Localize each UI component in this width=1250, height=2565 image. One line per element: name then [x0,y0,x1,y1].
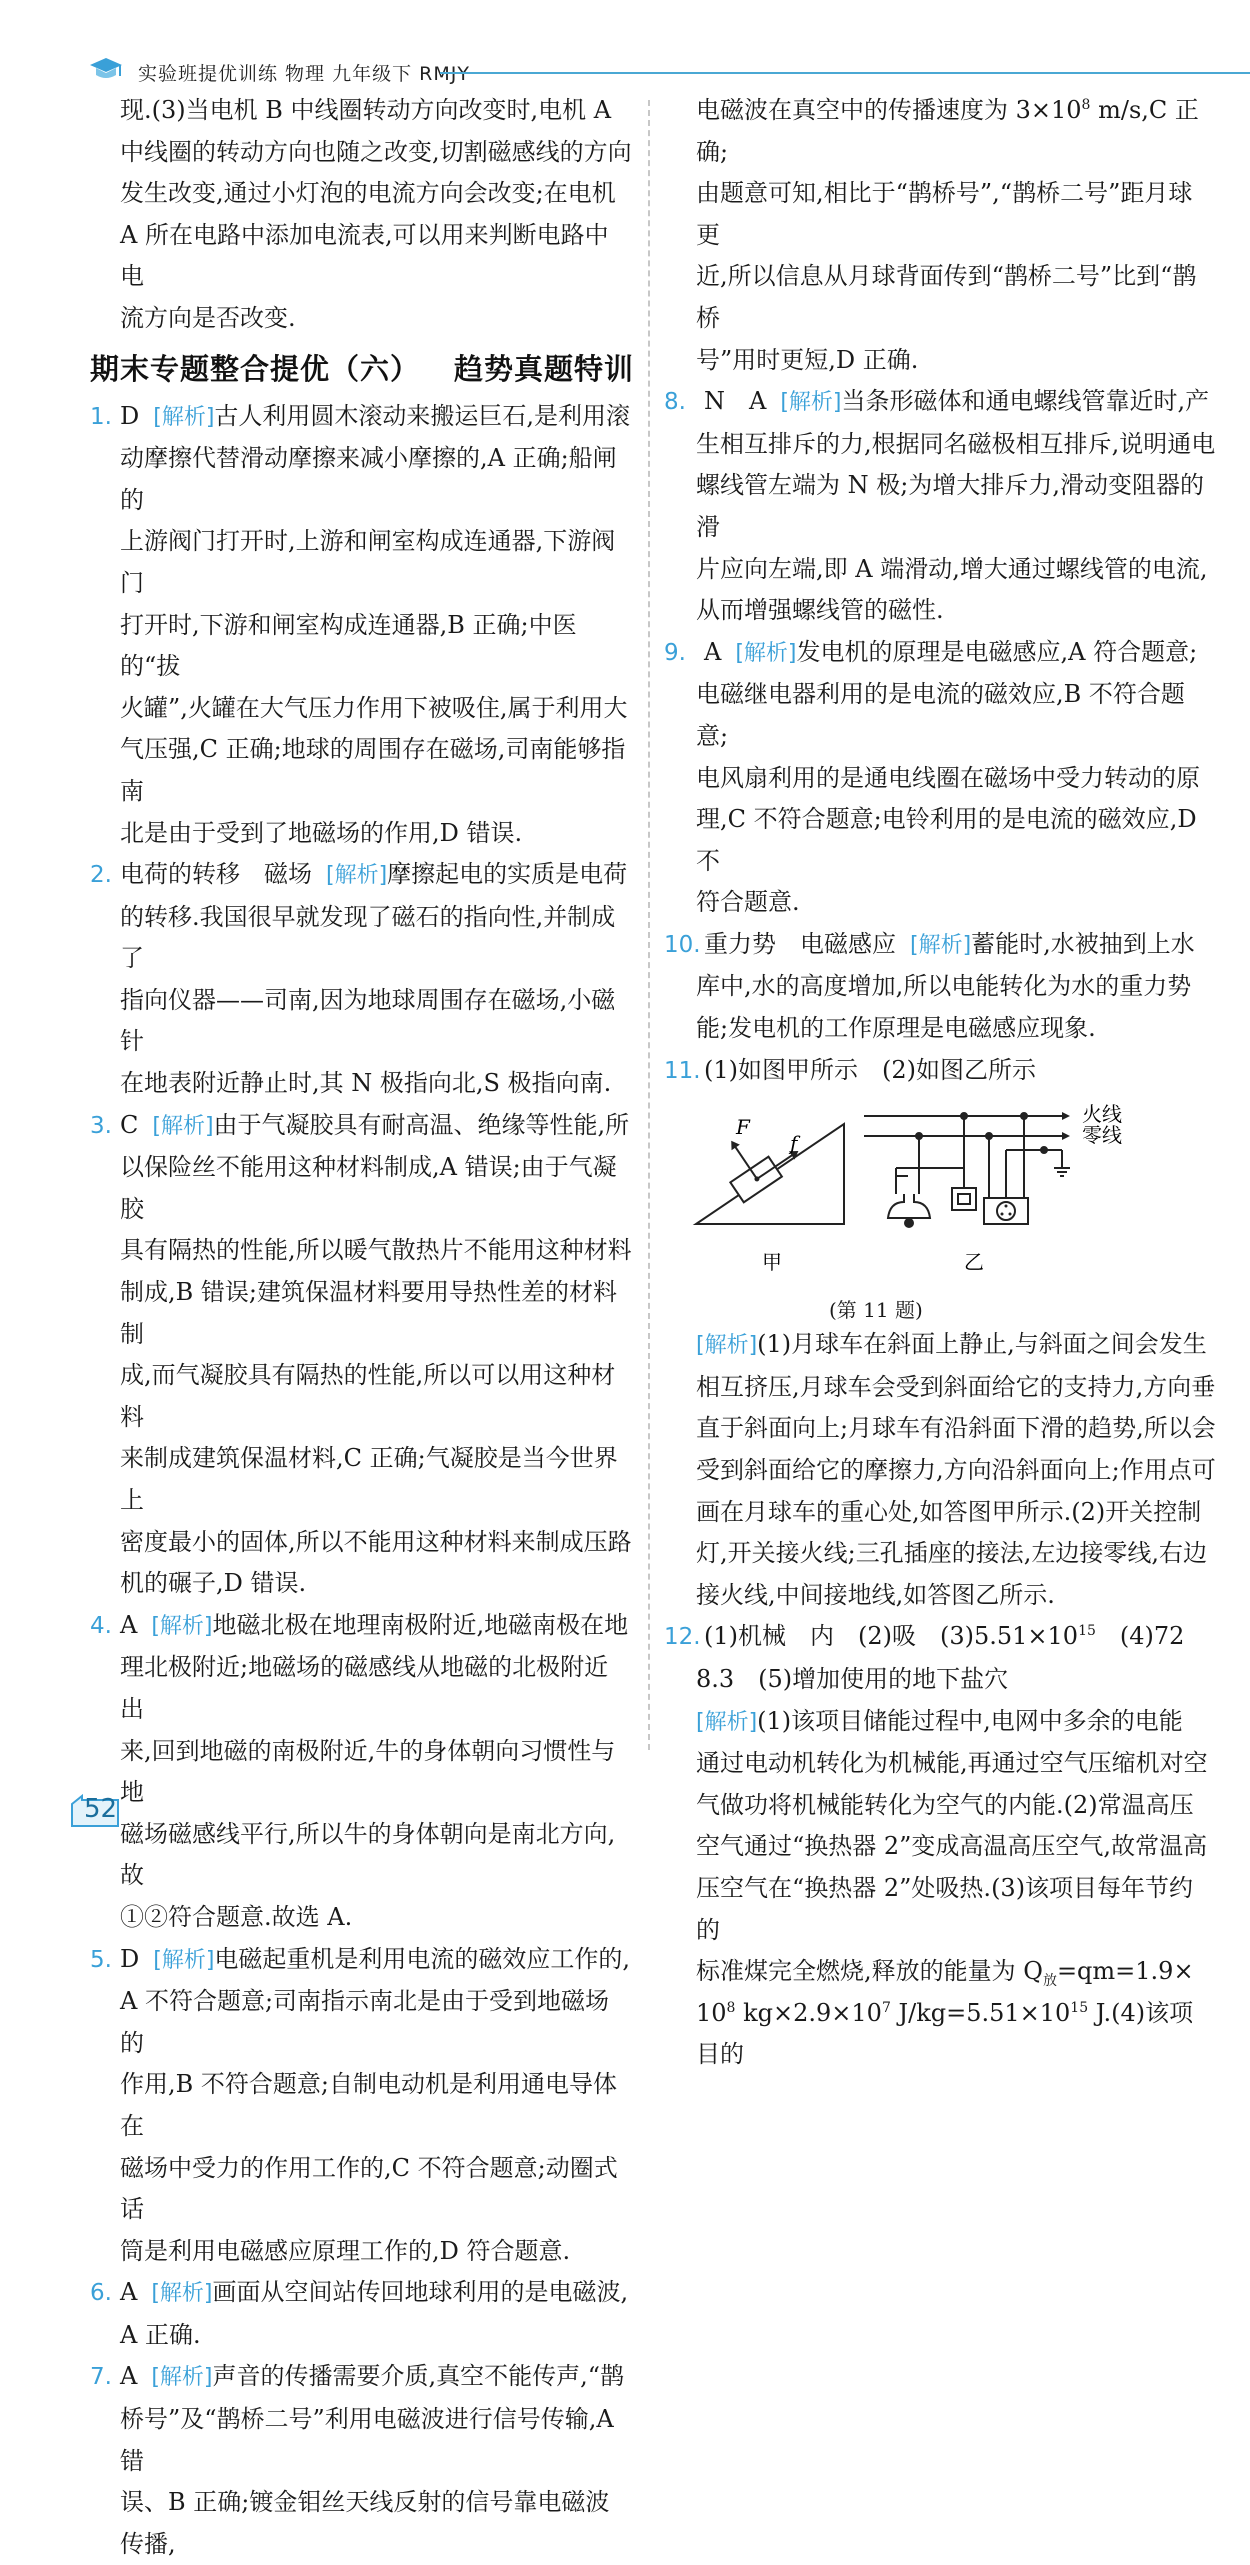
analysis-line: 制成,B 错误;建筑保温材料要用导热性差的材料制 [120,1278,617,1348]
item-1 [90,396,632,439]
analysis-tag: [解析] [151,2281,213,2307]
analysis-line: 的转移.我国很早就发现了磁石的指向性,并制成了 [120,902,616,973]
analysis-line: 打开时,下游和闸室构成连通器,B 正确;中医的“拔 [120,610,577,681]
analysis-tag: [解析] [153,1947,215,1973]
analysis-text: 电磁起重机是利用电流的磁效应工作的, [214,1944,631,1973]
analysis-line: 北是由于受到了地磁场的作用,D 错误. [120,818,523,847]
diagram-yi-label: 乙 [964,1250,984,1275]
item-number: 1. [90,403,112,430]
analysis-line: 来,回到地磁的南极附近,牛的身体朝向习惯性与地 [120,1736,616,1807]
analysis-text: 发电机的原理是电磁感应,A 符合题意; [796,637,1198,666]
item-7 [90,2356,632,2399]
page-number-badge [68,1790,128,1830]
analysis-line: 接火线,中间接地线,如答图乙所示. [696,1580,1055,1609]
intro-line: 发生改变,通过小灯泡的电流方向会改变;在电机 [120,179,616,208]
analysis-line: 能;发电机的工作原理是电磁感应现象. [696,1014,1096,1043]
analysis-tag: [解析] [696,1709,758,1735]
item-number: 4. [90,1612,112,1639]
item-6 [90,2272,632,2315]
analysis-tag: [解析] [696,1333,758,1359]
page-number: 52 [84,1794,118,1824]
analysis-line: 成,而气凝胶具有隔热的性能,所以可以用这种材料 [120,1361,616,1431]
right-item-list [664,381,1216,1050]
item-number: 5. [90,1946,112,1973]
column-divider [648,100,650,1750]
moon-rover-block [711,1113,805,1202]
analysis-line: 火罐”,火罐在大气压力作用下被吸住,属于利用大 [120,693,628,722]
analysis-text: 摩擦起电的实质是电荷 [387,860,628,889]
analysis-line: 灯,开关接火线;三孔插座的接法,左边接零线,右边 [696,1539,1207,1568]
analysis-line: A 不符合题意;司南指示南北是由于受到地磁场的 [120,1987,610,2057]
item7-line: 由题意可知,相比于“鹊桥号”,“鹊桥二号”距月球更 [696,179,1193,249]
item-answer: N A [704,387,767,416]
lamp [888,1194,930,1218]
analysis-line: 上游阀门打开时,上游和闸室构成连通器,下游阀门 [120,527,616,597]
page-header [70,50,1210,90]
analysis-line: 动摩擦代替滑动摩擦来减小摩擦的,A 正确;船闸的 [120,444,617,514]
analysis-text: 画面从空间站传回地球利用的是电磁波, [212,2278,629,2307]
analysis-line: 从而增强螺线管的磁性. [696,596,944,625]
analysis-line: 在地表附近静止时,其 N 极指向北,S 极指向南. [120,1069,612,1098]
item-10 [664,924,1216,967]
item7-continued: 电磁波在真空中的传播速度为 $3\times 10^8$ m/s,C 正确; [696,96,1199,166]
analysis-line: 受到斜面给它的摩擦力,方向沿斜面向上;作用点可 [696,1456,1216,1485]
analysis-line: 库中,水的高度增加,所以电能转化为水的重力势 [696,972,1192,1001]
item-11 [664,1050,1216,1093]
item-9 [664,632,1216,675]
analysis-line: A 正确. [120,2320,201,2349]
section-title-main: 期末专题整合提优（六） [90,351,421,386]
analysis-text: 由于气凝胶具有耐高温、绝缘等性能,所 [213,1110,630,1139]
analysis-equation: 标准煤完全燃烧,释放的能量为 $Q_放=qm=1.9\times$ [696,1957,1194,1989]
analysis-text: 当条形磁体和通电螺线管靠近时,产 [841,387,1210,416]
switch-box [952,1188,976,1210]
item-answer: 重力势 电磁感应 [704,929,896,958]
analysis-equation: $10^8$ $kg\times 2.9\times 10^7$ $J/kg=5.51\times 10^{15}$ J.(4)该项目的 [696,1998,1194,2069]
item-4 [90,1605,632,1648]
header-rule [440,72,1250,74]
analysis-text: 地磁北极在地理南极附近,地磁南极在地 [212,1610,629,1639]
header-title: 实验班提优训练 物理 九年级下 RMJY [138,63,470,85]
item-answer: C [120,1110,139,1139]
fire-wire-label: 火线 [1082,1102,1122,1127]
intro-line: 现.(3)当电机 B 中线圈转动方向改变时,电机 A [120,96,612,124]
section-title [90,346,635,392]
graduation-cap-icon [88,56,124,84]
item12-analysis: [解析](1)该项目储能过程中,电网中多余的电能 [696,1706,1183,1735]
item7-line: 近,所以信息从月球背面传到“鹊桥二号”比到“鹊桥 [696,262,1197,332]
figure-11 [664,1094,1194,1324]
item-number: 8. [664,389,686,416]
circuit-diagram [864,1112,1070,1228]
analysis-line: 密度最小的固体,所以不能用这种材料来制成压路 [120,1527,632,1556]
item11-analysis: [解析](1)月球车在斜面上静止,与斜面之间会发生 [696,1330,1207,1359]
item-8 [664,381,1216,424]
analysis-line: 电风扇利用的是通电线圈在磁场中受力转动的原 [696,763,1200,792]
intro-line: A 所在电路中添加电流表,可以用来判断电路中电 [120,220,609,291]
analysis-text: 蓄能时,水被抽到上水 [971,929,1195,958]
item-2 [90,854,632,897]
analysis-tag: [解析] [151,1613,213,1639]
analysis-line: 压空气在“换热器 2”处吸热.(3)该项目每年节约的 [696,1873,1194,1944]
item-answer: A [120,1610,138,1639]
item-number: 2. [90,862,112,889]
item12-answer-line: 8.3 (5)增加使用的地下盐穴 [696,1665,1009,1693]
analysis-line: 气做功将机械能转化为空气的内能.(2)常温高压 [696,1790,1194,1819]
analysis-text: 古人利用圆木滚动来搬运巨石,是利用滚 [214,401,631,430]
analysis-line: 磁场中受力的作用工作的,C 不符合题意;动圈式话 [120,2153,618,2224]
analysis-line: 作用,B 不符合题意;自制电动机是利用通电导体在 [120,2070,617,2140]
item-number: 7. [90,2364,112,2391]
analysis-line: 来制成建筑保温材料,C 正确;气凝胶是当今世界上 [120,1444,618,1514]
analysis-line: 螺线管左端为 N 极;为增大排斥力,滑动变阻器的滑 [696,471,1204,541]
force-F-label: F [736,1115,750,1140]
analysis-tag: [解析] [780,390,842,416]
item-answer: D [120,401,140,430]
left-column [90,90,635,2565]
item-number: 3. [90,1112,112,1139]
figure-11-diagram [664,1094,1194,1294]
item-answer: 电荷的转移 磁场 [120,860,312,889]
analysis-line: 磁场磁感线平行,所以牛的身体朝向是南北方向,故 [120,1819,616,1890]
analysis-line: 电磁继电器利用的是电流的磁效应,B 不符合题意; [696,680,1185,750]
analysis-line: 具有隔热的性能,所以暖气散热片不能用这种材料 [120,1236,632,1265]
item-answer: A [120,2362,138,2391]
item-12: 12. (1)机械 内 (2)吸 $(3)5.51\times 10^{15}$ (4)72 [664,1616,1216,1659]
analysis-tag: [解析] [151,2365,213,2391]
figure-caption: (第 11 题) [829,1298,923,1323]
item-number: 6. [90,2280,112,2307]
section-title-sub: 趋势真题特训 [454,351,635,386]
analysis-line: 理,C 不符合题意;电铃利用的是电流的磁效应,D 不 [696,805,1197,875]
item-3 [90,1105,632,1148]
item-answer: D [120,1944,140,1973]
left-item-list [90,396,632,2565]
analysis-line: 通过电动机转化为机械能,再通过空气压缩机对空 [696,1749,1208,1778]
analysis-tag: [解析] [326,863,388,889]
analysis-tag: [解析] [152,1113,214,1139]
analysis-line: 片应向左端,即 A 端滑动,增大通过螺线管的电流, [696,554,1208,583]
item-number: 9. [664,639,686,666]
analysis-line: ①②符合题意.故选 A. [120,1902,353,1931]
item-answer: A [704,637,722,666]
item7-line: 号”用时更短,D 正确. [696,345,919,374]
zero-wire-label: 零线 [1082,1123,1122,1148]
item-number: 12. [664,1624,701,1651]
analysis-line: 画在月球车的重心处,如答图甲所示.(2)开关控制 [696,1497,1202,1526]
item-number: 10. [664,931,701,958]
analysis-tag: [解析] [153,404,215,430]
analysis-line: 误、B 正确;镀金钼丝天线反射的信号靠电磁波传播, [120,2488,610,2558]
diagram-jia-label: 甲 [762,1250,782,1275]
analysis-line: 气压强,C 正确;地球的周围存在磁场,司南能够指南 [120,735,626,805]
analysis-text: 声音的传播需要介质,真空不能传声,“鹊 [212,2362,625,2391]
incline-diagram [696,1113,844,1274]
analysis-line: 以保险丝不能用这种材料制成,A 错误;由于气凝胶 [120,1153,617,1223]
item-number: 11. [664,1057,701,1084]
analysis-line: 直于斜面向上;月球车有沿斜面下滑的趋势,所以会 [696,1414,1216,1443]
analysis-line: 符合题意. [696,888,800,917]
intro-line: 中线圈的转动方向也随之改变,切割磁感线的方向 [120,137,632,166]
analysis-tag: [解析] [910,932,972,958]
analysis-line: 相互挤压,月球车会受到斜面给它的支持力,方向垂 [696,1372,1216,1401]
analysis-line: 筒是利用电磁感应原理工作的,D 符合题意. [120,2236,571,2265]
analysis-line: 桥号”及“鹊桥二号”利用电磁波进行信号传输,A 错 [120,2405,614,2475]
force-f-label: f [790,1131,798,1156]
analysis-line: 机的碾子,D 错误. [120,1569,307,1598]
item-answer: A [120,2278,138,2307]
intro-line: 流方向是否改变. [120,303,296,332]
item-5 [90,1939,632,1982]
analysis-tag: [解析] [735,640,797,666]
right-column [664,90,1216,2076]
analysis-line: 理北极附近;地磁场的磁感线从地磁的北极附近出 [120,1653,609,1723]
analysis-line: 生相互排斥的力,根据同名磁极相互排斥,说明通电 [696,429,1216,458]
analysis-line: 指向仪器——司南,因为地球周围存在磁场,小磁针 [120,985,616,1056]
analysis-line: 空气通过“换热器 2”变成高温高压空气,故常温高 [696,1832,1208,1861]
item-answer: (1)如图甲所示 (2)如图乙所示 [704,1055,1036,1084]
